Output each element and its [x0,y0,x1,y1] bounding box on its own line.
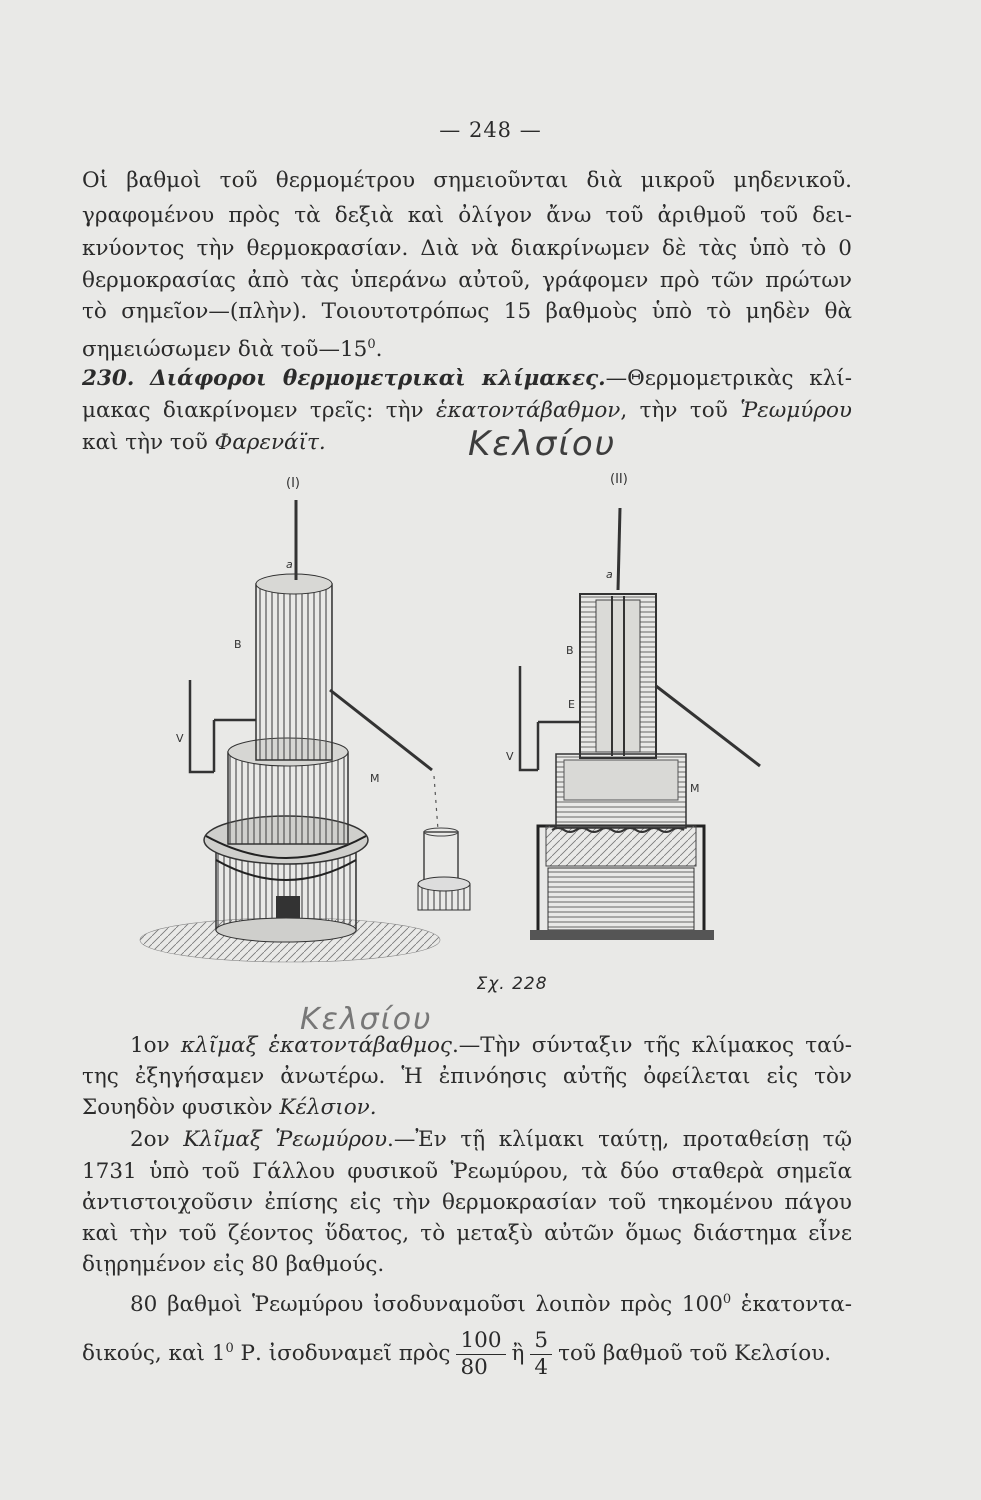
text-run: Κλῖμαξ Ῥεωμύρου [183,1127,388,1152]
text-run: ἑκατοντάβαθμον [436,398,621,423]
text-line: θερμοκρασίας ἀπὸ τὰς ὑπεράνω αὐτοῦ, γράφομεν πρὸ τῶν πρώτων [82,268,852,293]
fraction-numerator: 5 [530,1328,552,1355]
handwritten-note: Κελσίου [468,424,617,464]
svg-text:a: a [606,568,613,581]
svg-text:B: B [566,644,574,657]
text-run: Σουηδὸν φυσικὸν [82,1095,280,1120]
text-run: κλῖμαξ ἑκατοντάβαθμος [180,1033,452,1058]
text-line: ἀντιστοιχοῦσιν ἐπίσης εἰς τὴν θερμοκρασίαν τοῦ τηκομένου πάγου [82,1190,852,1215]
figure-label-right: (II) [610,472,628,487]
text-run: 80 βαθμοὶ Ῥεωμύρου ἰσοδυναμοῦσι λοιπὸν πρὸς 100 [130,1292,723,1318]
figure-label-left: (I) [286,476,300,491]
text-line: τὸ σημεῖον—(πλὴν). Τοιουτοτρόπως 15 βαθμοὺς ὑπὸ τὸ μηδὲν θὰ [82,299,852,324]
svg-text:M: M [690,782,700,795]
fraction-denominator: 80 [460,1354,488,1380]
apparatus-external-view [140,500,470,962]
page-number: — 248 — [439,118,542,142]
text-run: .—Τὴν σύνταξιν τῆς κλίμακος ταύ- [451,1033,853,1058]
text-line [82,1322,852,1381]
text-line [130,1125,852,1155]
figure-caption: Σχ. 228 [476,974,548,994]
text-line: 1731 ὑπὸ τοῦ Γάλλου φυσικοῦ Ῥεωμύρου, τὰ δύο σταθερὰ σημεῖα [82,1159,852,1184]
text-line: διῃρημένον εἰς 80 βαθμούς. [82,1252,385,1277]
text-line [130,1031,852,1061]
superscript: 0 [722,1292,732,1307]
text-run: 1ον [130,1033,181,1058]
fraction-denominator: 4 [534,1354,549,1380]
text-run: Κέλσιον. [279,1095,377,1120]
text-run: .—Ἐν τῇ κλίμακι ταύτῃ, προταθείσῃ τῷ [387,1127,852,1152]
superscript: 0 [225,1341,234,1356]
text-run: Φαρενάϊτ. [214,430,326,455]
text-run: τοῦ βαθμοῦ τοῦ Κελσίου. [558,1341,832,1367]
text-run: 2ον [130,1127,184,1152]
handwritten-note: Κελσίου [300,1002,433,1037]
text-run: Ρ. ἰσοδυναμεῖ πρὸς [233,1341,451,1367]
svg-text:V: V [176,732,184,745]
superscript: 0 [367,337,376,352]
text-run: . [375,337,383,363]
text-run: καὶ τὴν τοῦ [82,430,215,455]
text-line [130,1285,852,1320]
fraction-100-80 [456,1328,505,1381]
apparatus-cross-section [506,508,760,940]
text-line: της ἐξηγήσαμεν ἀνωτέρω. Ἡ ἐπινόησις αὐτῆς ὀφείλεται εἰς τὸν [82,1064,852,1089]
text-run: ἑκατοντα- [731,1292,852,1318]
text-run: ἢ [511,1341,525,1367]
section-number: 230. [82,366,135,391]
text-line: γραφομένου πρὸς τὰ δεξιὰ καὶ ὀλίγον ἄνω τοῦ ἀριθμοῦ τοῦ δει- [82,203,852,228]
fraction-5-4 [530,1328,552,1381]
text-line [82,1093,852,1123]
svg-text:V: V [506,750,514,763]
svg-text:E: E [568,698,575,711]
section-title: Διάφοροι θερμομετρικαὶ κλίμακες. [150,366,606,391]
text-run: Ῥεωμύρου [740,398,852,423]
text-run: μακας διακρίνομεν τρεῖς: τὴν [82,398,437,423]
text-line: κνύοντος τὴν θερμοκρασίαν. Διὰ νὰ διακρίνωμεν δὲ τὰς ὑπὸ τὸ 0 [82,236,852,261]
svg-text:B: B [234,638,242,651]
fraction-numerator: 100 [456,1328,505,1355]
text-line: Οἱ βαθμοὶ τοῦ θερμομέτρου σημειοῦνται διὰ μικροῦ μηδενικοῦ. [82,168,852,193]
svg-text:a: a [286,558,293,571]
text-line: καὶ τὴν τοῦ ζέοντος ὕδατος, τὸ μεταξὺ αὐτῶν ὅμως διάστημα εἶνε [82,1221,852,1246]
text-run: , τὴν τοῦ [620,398,741,423]
svg-text:M: M [370,772,380,785]
text-run: σημειώσωμεν διὰ τοῦ—15 [82,337,368,363]
text-run: —Θερμομετρικὰς κλί- [605,366,852,391]
text-run: δικούς, καὶ 1 [82,1341,226,1367]
